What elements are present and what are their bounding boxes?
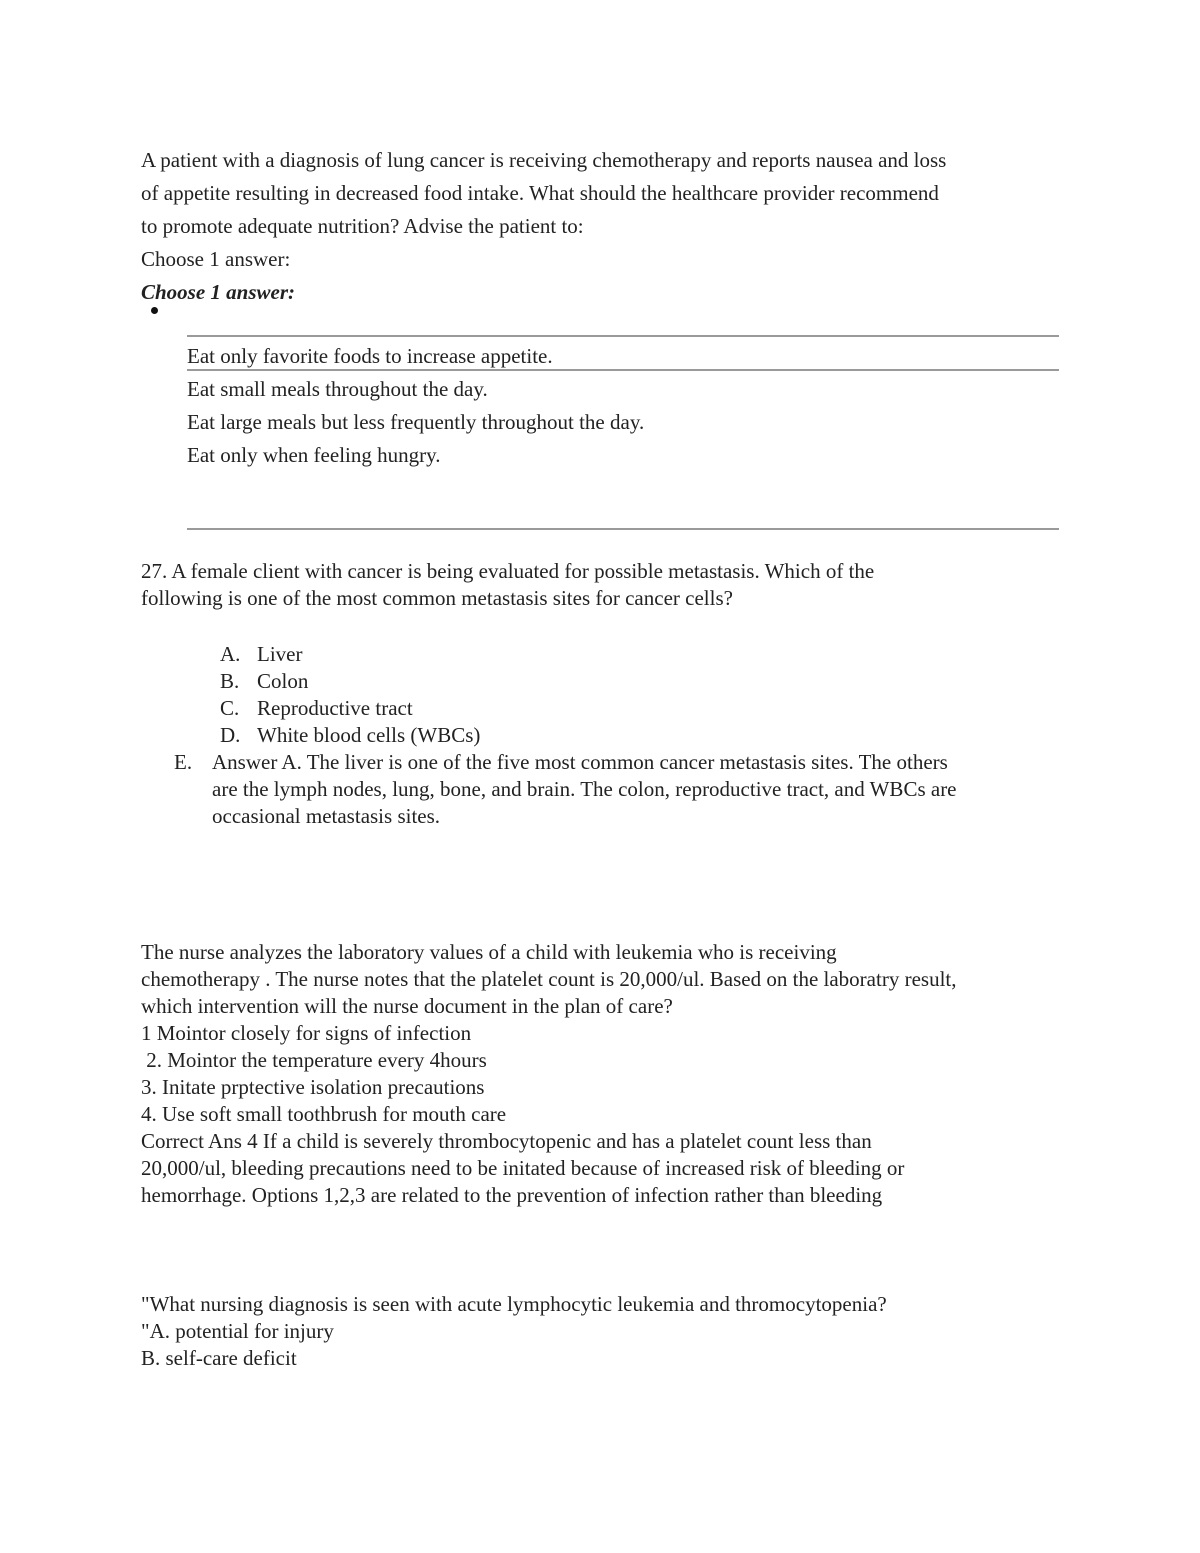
option-letter: A. — [220, 642, 241, 666]
answer-option[interactable]: Eat small meals throughout the day. — [187, 377, 488, 401]
option-text: Liver — [257, 642, 303, 666]
option-letter: C. — [220, 696, 240, 720]
answer-text-line: hemorrhage. Options 1,2,3 are related to the prevention of infection rather than bleeding — [141, 1183, 883, 1207]
bullet-icon — [151, 307, 158, 314]
divider-rule — [187, 335, 1059, 337]
question-nutrition — [141, 144, 1071, 309]
option-line: 1 Mointor closely for signs of infection — [141, 1021, 472, 1045]
answer-option[interactable]: Eat only when feeling hungry. — [187, 443, 441, 467]
choose-instruction: Choose 1 answer: — [141, 247, 291, 271]
answer-option[interactable]: Eat large meals but less frequently throughout the day. — [187, 410, 645, 434]
question-platelet — [141, 939, 1071, 1209]
answer-text-line: are the lymph nodes, lung, bone, and brain. The colon, reproductive tract, and WBCs are — [212, 777, 957, 801]
option-letter: B. — [220, 669, 240, 693]
question-text-line: of appetite resulting in decreased food intake. What should the healthcare provider recommend — [141, 181, 939, 205]
answer-options — [187, 340, 1059, 472]
answer-text-line: occasional metastasis sites. — [212, 804, 441, 828]
question-text-line: which intervention will the nurse document in the plan of care? — [141, 994, 673, 1018]
option-line: 2. Mointor the temperature every 4hours — [141, 1048, 487, 1072]
question-text-line: following is one of the most common metastasis sites for cancer cells? — [141, 586, 733, 610]
answer-text-line: Answer A. The liver is one of the five most common cancer metastasis sites. The others — [212, 750, 948, 774]
answer-letter: E. — [174, 750, 193, 774]
question-text-line: 27. A female client with cancer is being evaluated for possible metastasis. Which of the — [141, 559, 875, 583]
choose-instruction-bold: Choose 1 answer: — [141, 280, 296, 304]
divider-rule — [187, 528, 1059, 530]
option-line: 4. Use soft small toothbrush for mouth care — [141, 1102, 507, 1126]
option-line: 3. Initate prptective isolation precautions — [141, 1075, 485, 1099]
option-line: B. self-care deficit — [141, 1346, 297, 1370]
option-letter: D. — [220, 723, 241, 747]
option-text: Reproductive tract — [257, 696, 413, 720]
answer-option[interactable]: Eat only favorite foods to increase appetite. — [187, 344, 553, 368]
question-text-line: "What nursing diagnosis is seen with acute lymphocytic leukemia and thromocytopenia? — [141, 1292, 887, 1316]
question-text-line: chemotherapy . The nurse notes that the platelet count is 20,000/ul. Based on the laboratry result, — [141, 967, 957, 991]
question-text-line: The nurse analyzes the laboratory values of a child with leukemia who is receiving — [141, 940, 837, 964]
question-metastasis — [141, 558, 1071, 612]
question-text-line: A patient with a diagnosis of lung cancer is receiving chemotherapy and reports nausea and loss — [141, 148, 947, 172]
answer-text-line: 20,000/ul, bleeding precautions need to be initated because of increased risk of bleeding or — [141, 1156, 905, 1180]
option-text: Colon — [257, 669, 309, 693]
answer-text-line: Correct Ans 4 If a child is severely thrombocytopenic and has a platelet count less than — [141, 1129, 872, 1153]
question-nursing-diagnosis — [141, 1291, 1071, 1372]
option-text: White blood cells (WBCs) — [257, 723, 481, 747]
question-text-line: to promote adequate nutrition? Advise the patient to: — [141, 214, 584, 238]
answer-explanation — [212, 749, 1072, 830]
option-line: "A. potential for injury — [141, 1319, 334, 1343]
